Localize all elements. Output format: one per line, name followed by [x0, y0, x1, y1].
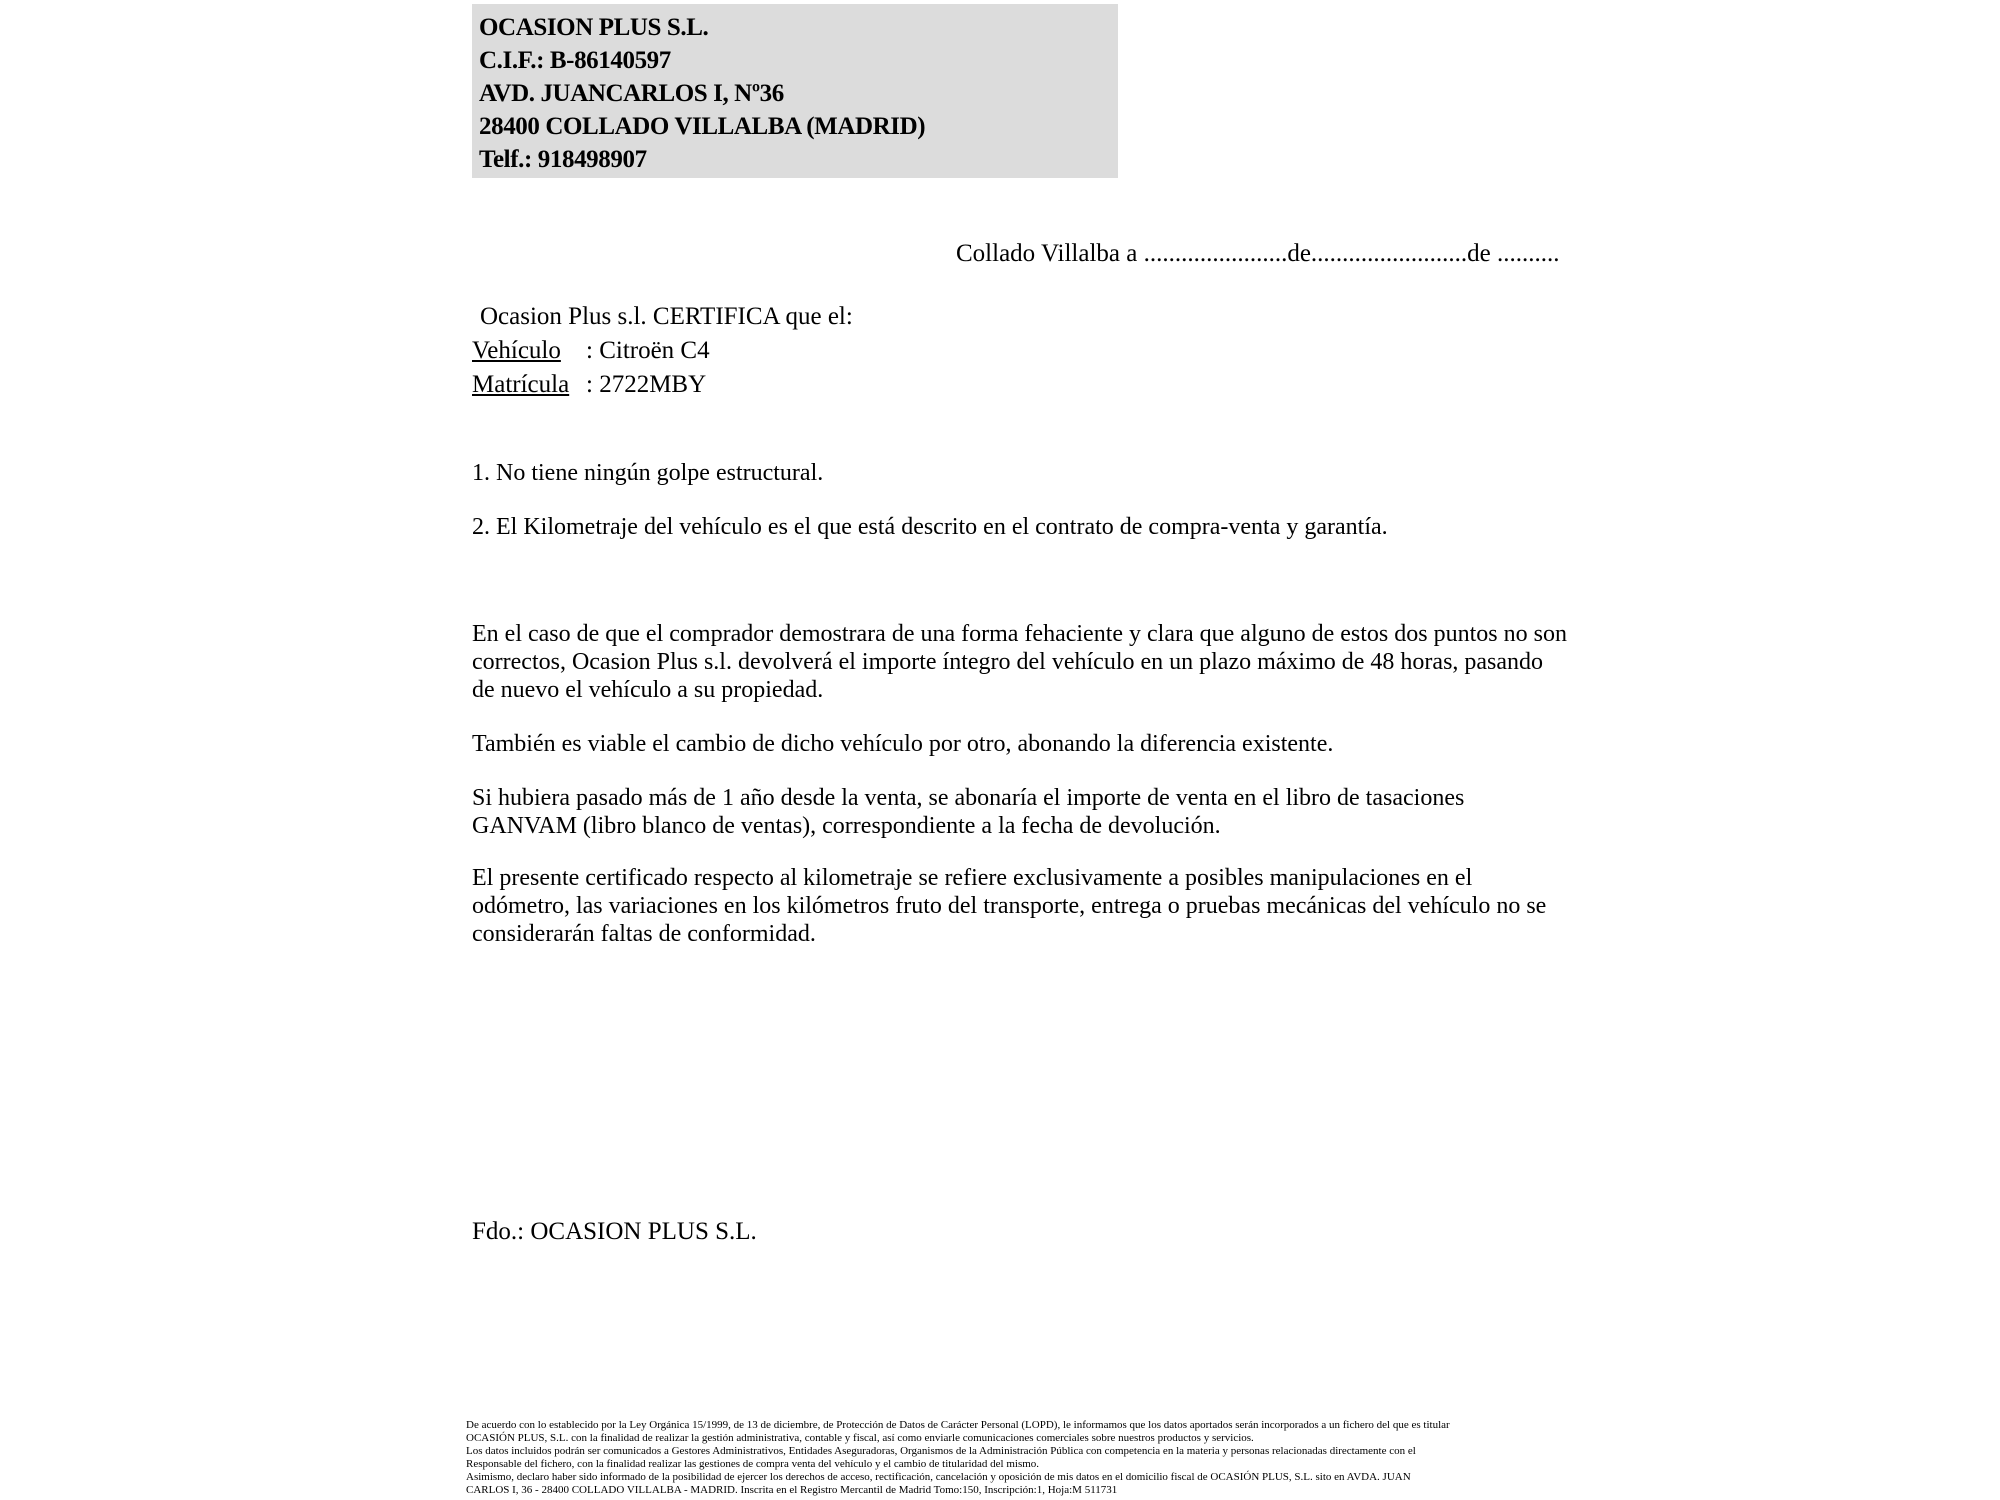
legal-line: De acuerdo con lo establecido por la Ley Orgánica 15/1999, de 13 de diciembre, de Protección de Datos de Carácter Personal (LOPD), le informamos que los datos aportados serán incorporados a un fichero del que es titular: [466, 1419, 1450, 1431]
point-mileage: 2. El Kilometraje del vehículo es el que está descrito en el contrato de compra-venta y garantía.: [472, 514, 1388, 540]
vehicle-row: [472, 337, 710, 365]
legal-line: CARLOS I, 36 - 28400 COLLADO VILLALBA - MADRID. Inscrita en el Registro Mercantil de Madrid Tomo:150, Inscripción:1, Hoja:M 511731: [466, 1483, 1118, 1496]
paragraph-odometer: El presente certificado respecto al kilometraje se refiere exclusivamente a posibles manipulaciones en el odómetro, las variaciones en los kilómetros fruto del transporte, entrega o pruebas mecánicas del vehículo no se considerarán faltas de conformidad.: [472, 865, 1547, 947]
legal-line: OCASIÓN PLUS, S.L. con la finalidad de realizar la gestión administrativa, contable y fiscal, así como enviarle comunicaciones comerciales sobre nuestros productos y servicios.: [466, 1431, 1254, 1444]
company-phone: Telf.: 918498907: [479, 146, 647, 173]
plate-value: : 2722MBY: [586, 371, 707, 398]
vehicle-value: : Citroën C4: [586, 337, 710, 364]
legal-notice: [466, 1419, 1566, 1496]
plate-label: Matrícula: [472, 371, 570, 398]
paragraph-ganvam: Si hubiera pasado más de 1 año desde la venta, se abonaría el importe de venta en el libro de tasaciones GANVAM (libro blanco de ventas), correspondiente a la fecha de devolución.: [472, 785, 1465, 839]
signature-line: Fdo.: OCASION PLUS S.L.: [472, 1218, 757, 1245]
company-name: OCASION PLUS S.L.: [479, 14, 709, 41]
company-city: 28400 COLLADO VILLALBA (MADRID): [479, 113, 926, 140]
paragraph-exchange: También es viable el cambio de dicho vehículo por otro, abonando la diferencia existente.: [472, 731, 1334, 757]
company-header-block: [472, 4, 1118, 178]
company-cif: C.I.F.: B-86140597: [479, 47, 671, 74]
vehicle-label: Vehículo: [472, 337, 561, 364]
legal-line: Responsable del fichero, con la finalidad realizar las gestiones de compra venta del vehículo y el cambio de titularidad del mismo.: [466, 1457, 1040, 1470]
plate-row: [472, 371, 706, 399]
certify-intro: Ocasion Plus s.l. CERTIFICA que el:: [480, 303, 853, 330]
point-no-structural-damage: 1. No tiene ningún golpe estructural.: [472, 460, 824, 486]
legal-line: Los datos incluidos podrán ser comunicados a Gestores Administrativos, Entidades Aseguradoras, Organismos de la Administración Pública con competencia en la materia y personas relacionadas directamente con el: [466, 1444, 1416, 1457]
paragraph-refund: En el caso de que el comprador demostrara de una forma fehaciente y clara que alguno de estos dos puntos no son correctos, Ocasion Plus s.l. devolverá el importe íntegro del vehículo en un plazo máximo de 48 horas, pasando de nuevo el vehículo a su propiedad.: [472, 621, 1567, 703]
date-line: Collado Villalba a .......................de.........................de ..........: [956, 240, 1560, 267]
legal-line: Asimismo, declaro haber sido informado de la posibilidad de ejercer los derechos de acceso, rectificación, cancelación y oposición de mis datos en el domicilio fiscal de OCASIÓN PLUS, S.L. sito en AVDA. JUAN: [466, 1470, 1411, 1483]
company-address: AVD. JUANCARLOS I, Nº36: [479, 80, 784, 107]
